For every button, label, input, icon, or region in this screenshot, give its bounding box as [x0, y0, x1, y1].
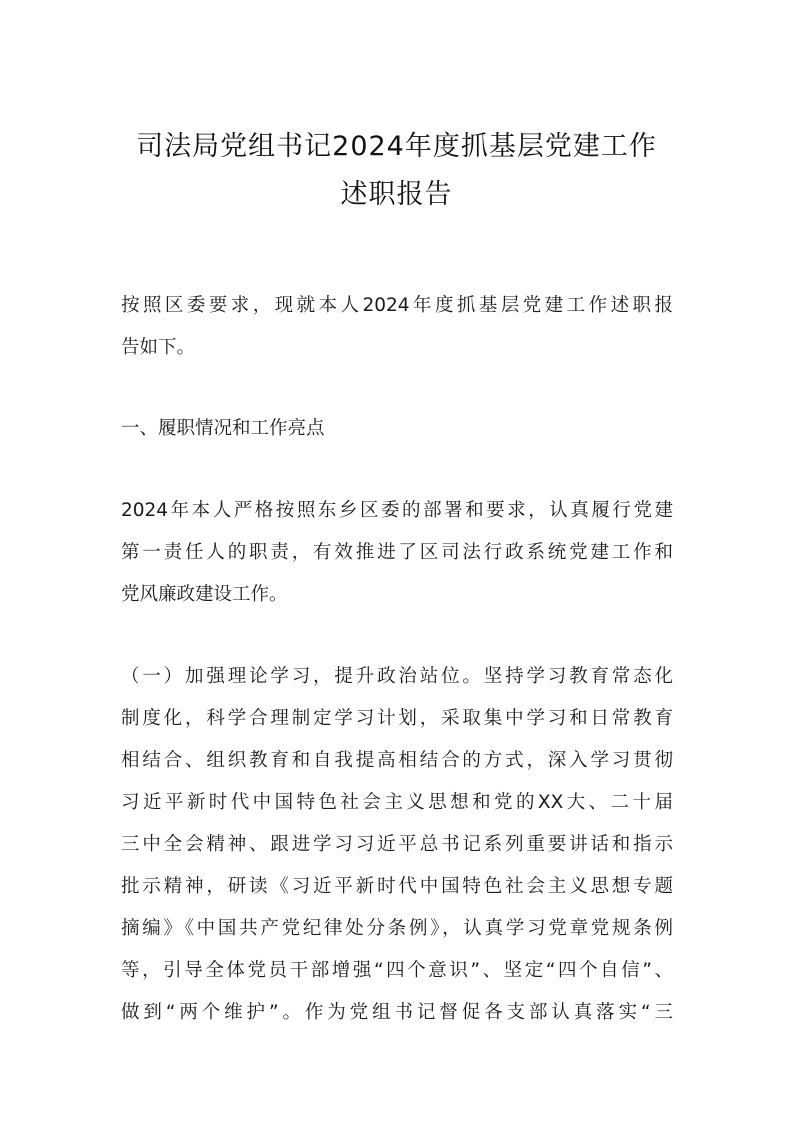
summary-line-1: 2024年本人严格按照东乡区委的部署和要求，认真履行党建 [121, 500, 673, 521]
summary-line-2: 第一责任人的职责，有效推进了区司法行政系统党建工作和 [121, 542, 673, 563]
document-title-line-2: 述职报告 [340, 179, 453, 210]
section-1-paragraph [121, 656, 673, 1034]
section-1-line-1: （一）加强理论学习，提升政治站位。坚持学习教育常态化 [121, 666, 673, 687]
intro-paragraph [121, 285, 673, 369]
summary-paragraph [121, 490, 673, 616]
intro-line-1: 按照区委要求，现就本人2024年度抓基层党建工作述职报 [121, 295, 673, 316]
section-1-line-2: 制度化，科学合理制定学习计划，采取集中学习和日常教育 [121, 708, 673, 729]
section-1-line-7: 摘编》《中国共产党纪律处分条例》，认真学习党章党规条例 [121, 918, 673, 939]
section-heading-1 [121, 408, 673, 450]
section-1-line-5: 三中全会精神、跟进学习习近平总书记系列重要讲话和指示 [121, 834, 673, 855]
section-1-line-3: 相结合、组织教育和自我提高相结合的方式，深入学习贯彻 [121, 750, 673, 771]
section-1-line-8: 等，引导全体党员干部增强“四个意识”、坚定“四个自信”、 [121, 960, 673, 981]
section-1-line-4: 习近平新时代中国特色社会主义思想和党的XX大、二十届 [121, 792, 673, 813]
document-title-line-1: 司法局党组书记2024年度抓基层党建工作 [136, 131, 657, 162]
section-1-line-6: 批示精神，研读《习近平新时代中国特色社会主义思想专题 [121, 876, 673, 897]
section-heading-1-text: 一、履职情况和工作亮点 [121, 418, 325, 439]
summary-line-3: 党风廉政建设工作。 [121, 584, 288, 605]
intro-line-2: 告如下。 [121, 337, 196, 358]
section-1-line-9: 做到“两个维护”。作为党组书记督促各支部认真落实“三 [121, 1002, 673, 1023]
